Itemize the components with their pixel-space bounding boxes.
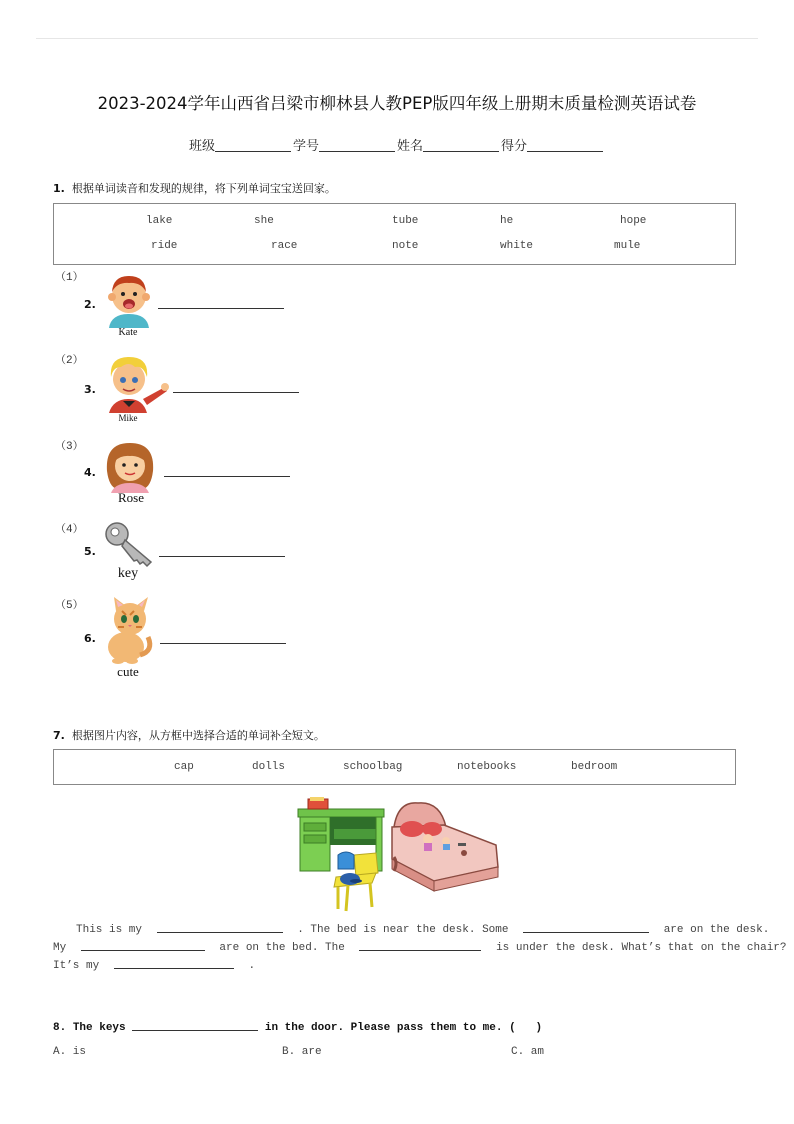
word-bank-7 <box>53 749 736 785</box>
word-bank-word: notebooks <box>457 761 517 773</box>
word-bank-word: schoolbag <box>343 761 403 773</box>
word-bank-1 <box>53 203 736 265</box>
word-bank-word: ride <box>151 240 178 252</box>
question-8-blank[interactable] <box>132 1020 258 1031</box>
picture-caption: Mike <box>118 413 138 423</box>
student-info-line <box>0 135 794 154</box>
question-8-text: in the door. Please pass them to me. ( ) <box>264 1022 543 1034</box>
picture-caption: cute <box>117 664 139 679</box>
word-bank-word: white <box>500 240 534 252</box>
word-bank-word: lake <box>146 215 173 227</box>
header-rule <box>36 38 758 39</box>
passage-text: My <box>53 942 67 954</box>
passage-blank-1[interactable] <box>157 922 283 933</box>
answer-line[interactable] <box>160 643 286 644</box>
question-1-number: 1. <box>53 182 65 195</box>
question-7-heading <box>53 727 325 743</box>
word-bank-word: dolls <box>252 761 286 773</box>
sub-question-number: 5. <box>84 545 96 558</box>
passage-line-3 <box>53 958 255 972</box>
answer-line[interactable] <box>158 308 284 309</box>
passage-text: . <box>248 960 256 972</box>
passage-blank-4[interactable] <box>359 940 481 951</box>
score-label: 得分 <box>501 139 528 154</box>
number-label: 学号 <box>292 139 319 154</box>
rose-girl-illustration <box>103 439 157 493</box>
answer-line[interactable] <box>159 556 285 557</box>
question-8-number: 8. <box>53 1022 67 1034</box>
answer-line[interactable] <box>164 476 290 477</box>
sub-question-number: 4. <box>84 466 96 479</box>
cat-illustration <box>100 597 156 665</box>
picture-caption: key <box>117 566 139 581</box>
option-a[interactable]: A. is <box>53 1046 87 1058</box>
name-label: 姓名 <box>397 139 424 154</box>
sub-question-number: 6. <box>84 632 96 645</box>
bedroom-illustration <box>294 797 504 913</box>
sub-question-number: 3. <box>84 383 96 396</box>
passage-blank-5[interactable] <box>114 958 234 969</box>
passage <box>53 922 787 978</box>
passage-line-2 <box>53 940 787 954</box>
passage-text: . The bed is near the desk. Some <box>297 924 509 936</box>
word-bank-word: he <box>500 215 514 227</box>
option-c[interactable]: C. am <box>511 1046 545 1058</box>
exam-title: 2023-2024学年山西省吕梁市柳林县人教PEP版四年级上册期末质量检测英语试卷 <box>97 94 697 113</box>
passage-line-1 <box>76 922 769 936</box>
class-field[interactable] <box>215 139 291 152</box>
name-field[interactable] <box>423 139 499 152</box>
class-label: 班级 <box>188 139 215 154</box>
mike-boy-illustration <box>103 353 169 413</box>
word-bank-word: cap <box>174 761 194 773</box>
question-7-number: 7. <box>53 729 65 742</box>
passage-text: are on the desk. <box>663 924 770 936</box>
passage-blank-3[interactable] <box>81 940 205 951</box>
sub-question-label: （3） <box>55 441 84 453</box>
key-illustration <box>103 520 157 568</box>
passage-text: It’s my <box>53 960 100 972</box>
passage-text: is under the desk. What’s that on the chair? <box>496 942 787 954</box>
question-8-text: The keys <box>72 1022 126 1034</box>
question-7-text: 根据图片内容，从方框中选择合适的单词补全短文。 <box>71 729 325 742</box>
option-b[interactable]: B. are <box>282 1046 322 1058</box>
word-bank-word: she <box>254 215 274 227</box>
word-bank-word: mule <box>614 240 641 252</box>
word-bank-word: race <box>271 240 298 252</box>
passage-text: are on the bed. The <box>219 942 345 954</box>
sub-question-label: （5） <box>55 600 84 612</box>
picture-caption: Kate <box>118 327 138 338</box>
word-bank-word: note <box>392 240 419 252</box>
number-field[interactable] <box>319 139 395 152</box>
word-bank-word: bedroom <box>571 761 618 773</box>
score-field[interactable] <box>527 139 603 152</box>
passage-blank-2[interactable] <box>523 922 649 933</box>
word-bank-word: tube <box>392 215 419 227</box>
question-8 <box>53 1020 542 1034</box>
sub-question-number: 2. <box>84 298 96 311</box>
kate-boy-illustration <box>103 270 155 328</box>
question-1-heading <box>53 180 336 196</box>
sub-question-label: （1） <box>55 272 84 284</box>
word-bank-word: hope <box>620 215 647 227</box>
sub-question-label: （2） <box>55 355 84 367</box>
answer-line[interactable] <box>173 392 299 393</box>
sub-question-label: （4） <box>55 524 84 536</box>
question-1-text: 根据单词读音和发现的规律，将下列单词宝宝送回家。 <box>71 182 336 195</box>
passage-text: This is my <box>76 924 143 936</box>
picture-caption: Rose <box>118 490 144 505</box>
